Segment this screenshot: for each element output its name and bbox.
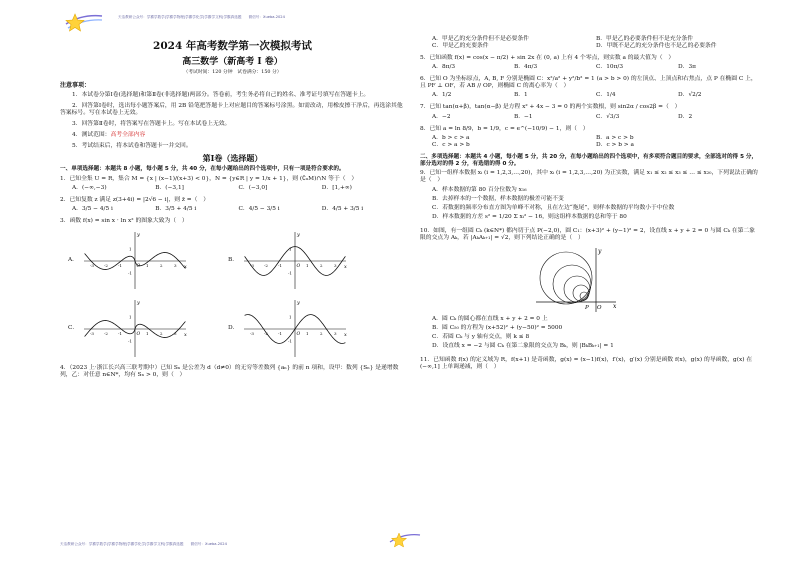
section-heading: 一、单项选择题：本题共 8 小题，每小题 5 分，共 40 分，在每小题给出的四个选项中，只有一项是符合要求的。 [60,166,345,173]
option: A．b > c > a [432,134,470,141]
question-2-options [72,206,405,213]
tick-label: 1 [289,314,292,320]
question-6-options [432,92,760,99]
option: A． [68,256,78,263]
option: B．去掉样本的一个数据，样本数据的极差可能不变 [432,195,564,202]
tick-label: -1 [288,270,292,276]
option: A．3/5 − 4/5 i [72,206,113,213]
option: D．[1,+∞) [321,184,352,191]
axis-label-y: y [297,232,300,239]
graph-c [80,297,190,359]
fig-label: x [613,302,617,310]
option: B． [228,256,239,263]
tick-label: -2 [104,263,108,269]
option: C．10π/3 [596,64,624,71]
option: B．a > c > b [596,134,634,141]
notice-4-scope: 高考全部内容 [110,132,146,139]
option: D．设直线 x = −2 与圆 Cₖ 在第二象限的交点为 Bₖ，则 |BₖBₖ₊₁| = 1 [432,343,614,350]
option: D．3π [678,64,696,71]
axis-label-y: y [297,300,300,307]
option: D．样本数据的方差 s² = 1/20 Σ xᵢ² − 16，则这组样本数据的总和等于 80 [432,213,627,220]
option: A．样本数据的第 80 百分位数为 x₁₆ [432,186,527,193]
circles-figure [530,244,620,314]
option: D．2 [678,113,693,120]
notice-item: 5．考试结束后，将本试卷和答题卡一并交回。 [72,143,192,150]
option: B．甲是乙的必要条件但不是充分条件 [596,36,694,42]
tick-label: 1 [289,246,292,252]
origin-label: O [296,332,301,338]
axis-label-y: y [137,232,140,239]
question-4-options [432,36,760,50]
question-11: 11．已知函数 f(x) 的定义域为 R，f(x+1) 是奇函数，g(x) = (x−1)f(x)，f′(x)，g′(x) 分别是函数 f(x)，g(x) 的导函数，g(x) 在 (−∞,1] 上单调递减，则（ ） [420,357,753,371]
question-1: 1．已知全集 U = R，集合 M = {x | (x−1)/(x+3) < 0}，N = {y∈R | y = 1/x + 1}，则 (∁ᵤM)∩N 等于（ ） [60,175,358,182]
axis-label-x: x [344,264,347,271]
option: D． [228,324,239,331]
notice-item: 1．本试卷分第Ⅰ卷(选择题)和第Ⅱ卷(非选择题)两部分。答卷前，考生务必将自己的姓名、准考证号填写在答题卡上。 [72,91,370,98]
tick-label: -2 [104,331,108,337]
tick-label: 1 [129,314,132,320]
tick-label: 2 [160,331,163,337]
question-3: 3．函数 f(x) = sin x · ln x² 的图象大致为（ ） [60,218,188,225]
tick-label: 1 [129,246,132,252]
notice-list [60,92,405,150]
tick-label: -3 [250,263,254,269]
tick-label: 3 [334,331,337,337]
fig-label: O [597,304,602,311]
option: B．(−3,1] [155,184,184,191]
axis-label-y: y [137,300,140,307]
option: D．√2/2 [678,92,702,99]
star-logo-icon [388,530,422,552]
tick-label: -3 [90,263,94,269]
tick-label: -3 [250,331,254,337]
tick-label: -2 [264,331,268,337]
graph-option-d [228,297,368,359]
option: A．−2 [432,113,451,120]
tick-label: 1 [306,331,309,337]
question-4: 4．（2023 上·浙江长兴高三联考期中）已知 Sₙ 是公差为 d（d≠0）的无穷等差数列 {aₙ} 的前 n 项和，设甲：数列 {Sₙ} 是递增数列，乙：对任意 n∈N*，均有 Sₙ > 0，则（ ） [60,365,399,379]
left-column [60,30,405,381]
option: C．1/4 [596,92,616,99]
tick-label: 2 [320,263,323,269]
volume-title: 第Ⅰ卷（选择题） [202,153,263,164]
option: B．圆 C₅₀ 的方程为 (x+52)² + (y−50)² = 5000 [432,324,563,331]
option: D．4/5 + 3/5 i [321,206,364,213]
option: A．8π/3 [432,64,456,71]
exam-meta: （考试时间：120 分钟 试卷满分：150 分） [183,69,282,75]
option: A．甲是乙的充分条件但不是必要条件 [432,36,529,42]
notice-heading: 注意事项： [60,81,91,89]
tick-label: -1 [278,331,282,337]
option: A．(−∞,−3) [72,184,107,191]
question-10: 10．如图，有一组圆 Cₖ (k∈N*) 都内切于点 P(−2,0)，圆 C₁：(x+3)² + (y−1)² = 2，设直线 x + y + 2 = 0 与圆 Cₖ 在第二象限的交点为 Aₖ，若 |AₖAₖ₊₁| = √2，则下列结论正确的是（ ） [420,227,755,241]
graph-a [80,229,190,291]
question-7: 7．已知 tan(α+β)，tan(α−β) 是方程 x² + 4x − 3 = 0 的两个实数根，则 sin2α / cos2β =（ ） [420,104,681,111]
tick-label: 3 [174,263,177,269]
question-1-options [72,185,405,192]
header-banner: 天洁教研公众号：学霸学数学|学霸学物理|学霸学化学|学霸学文科|学霸真选题 微信号：Xueba-2024 [118,15,285,19]
option: A．圆 Cₖ 的圆心都在直线 x + y + 2 = 0 上 [432,315,548,322]
option: C．甲是乙的充要条件 [432,43,489,50]
origin-label: O [136,332,141,338]
option: D．c > b > a [596,141,634,148]
graph-option-a [68,229,208,291]
question-8: 8．已知 a = ln 8/9，b = 1/9，c = e^(−10/9) − 1，则（ ） [420,125,589,132]
axis-label-x: x [344,332,347,339]
option: C．(−3,0] [238,184,268,191]
question-6: 6．已知 O 为坐标原点，A, B, F 分别是椭圆 C：x²/a² + y²/b² = 1 (a > b > 0) 的左顶点、上顶点和右焦点，点 P 在椭圆 C 上，且 PF ⊥ OF，若 AB // OP，则椭圆 C 的离心率为（ ） [420,76,757,90]
notice-item [60,132,405,139]
tick-label: -1 [288,338,292,344]
fig-label: y [598,247,602,255]
tick-label: -1 [128,338,132,344]
question-8-options [432,135,760,149]
option: C．√3/3 [596,113,620,120]
question-3-graphs [68,229,368,359]
origin-label: O [296,264,301,270]
notice-item: 3．回答第Ⅱ卷时，将答案写在答题卡上。写在本试卷上无效。 [72,121,231,128]
tick-label: 1 [146,331,149,337]
option: B．−1 [514,113,533,120]
tick-label: 2 [160,263,163,269]
option: C．若数据的频率分布直方图为单峰不对称，且在左边“拖尾”，则样本数据的平均数小于中位数 [432,204,675,211]
axis-label-x: x [184,264,187,271]
option: A．1/2 [432,92,452,99]
option: C．若圆 Cₖ 与 y 轴有交点，则 k ≤ 8 [432,334,530,340]
question-5-options [432,64,760,71]
option: C． [68,324,79,331]
question-10-options [432,316,760,352]
notice-4-prefix: 4．测试范围： [72,132,111,139]
graph-d [240,297,350,359]
right-column [420,36,760,373]
option: B．4π/3 [514,64,538,71]
graph-option-b [228,229,368,291]
tick-label: -1 [128,270,132,276]
tick-label: -1 [118,263,122,269]
option: D．甲既不是乙的充分条件也不是乙的必要条件 [596,43,717,50]
footer-banner: 天洁教研公众号：学霸学数学|学霸学物理|学霸学化学|学霸学文科|学霸真选题 微信号：Xueba-2024 [60,542,227,546]
tick-label: 2 [320,331,323,337]
notice-item: 2．回答第Ⅰ卷时，选出每小题答案后，用 2B 铅笔把答题卡上对应题目的答案标号涂黑。如需改动，用橡皮擦干净后，再选涂其他答案标号。写在本试卷上无效。 [60,102,403,117]
axis-label-x: x [184,332,187,339]
section-heading: 二、多项选择题：本题共 4 小题，每小题 5 分，共 20 分，在每小题给出的四个选项中，有多项符合题目的要求，全部选对的得 5 分，部分选对的得 2 分，有选错的得 0 分。 [420,153,758,167]
tick-label: 1 [306,263,309,269]
question-9: 9．已知一组样本数据 xᵢ (i = 1,2,3,…,20)，其中 xᵢ (i = 1,2,3,…,20) 为正实数，满足 x₁ ≤ x₂ ≤ x₃ ≤ … ≤ x₂₀，下列说法正确的是（ ） [420,170,758,184]
option: B．1 [514,92,528,99]
page-subtitle: 高三数学（新高考 I 卷） [182,56,283,67]
tick-label: -3 [90,331,94,337]
option: B．3/5 + 4/5 i [155,206,197,213]
page-title: 2024 年高考数学第一次模拟考试 [153,40,312,52]
question-2: 2．已知复数 z 满足 z(3+4i) = |2√6 − i|，则 z̄ =（ ） [60,196,210,203]
fig-label: P [585,304,589,311]
origin-label: O [136,264,141,270]
tick-label: -1 [118,331,122,337]
tick-label: 3 [334,263,337,269]
graph-b [240,229,350,291]
tick-label: 1 [146,263,149,269]
graph-option-c [68,297,208,359]
option: C．4/5 − 3/5 i [238,206,280,213]
tick-label: -2 [264,263,268,269]
question-9-options [432,187,760,223]
tick-label: -1 [278,263,282,269]
question-5: 5．已知函数 f(x) = cos(x − π/2) + sin 2x 在 (0, a) 上有 4 个零点，则实数 a 的最大值为（ ） [420,55,675,62]
option: C．c > a > b [432,141,470,148]
tick-label: 3 [174,331,177,337]
question-7-options [432,114,760,121]
